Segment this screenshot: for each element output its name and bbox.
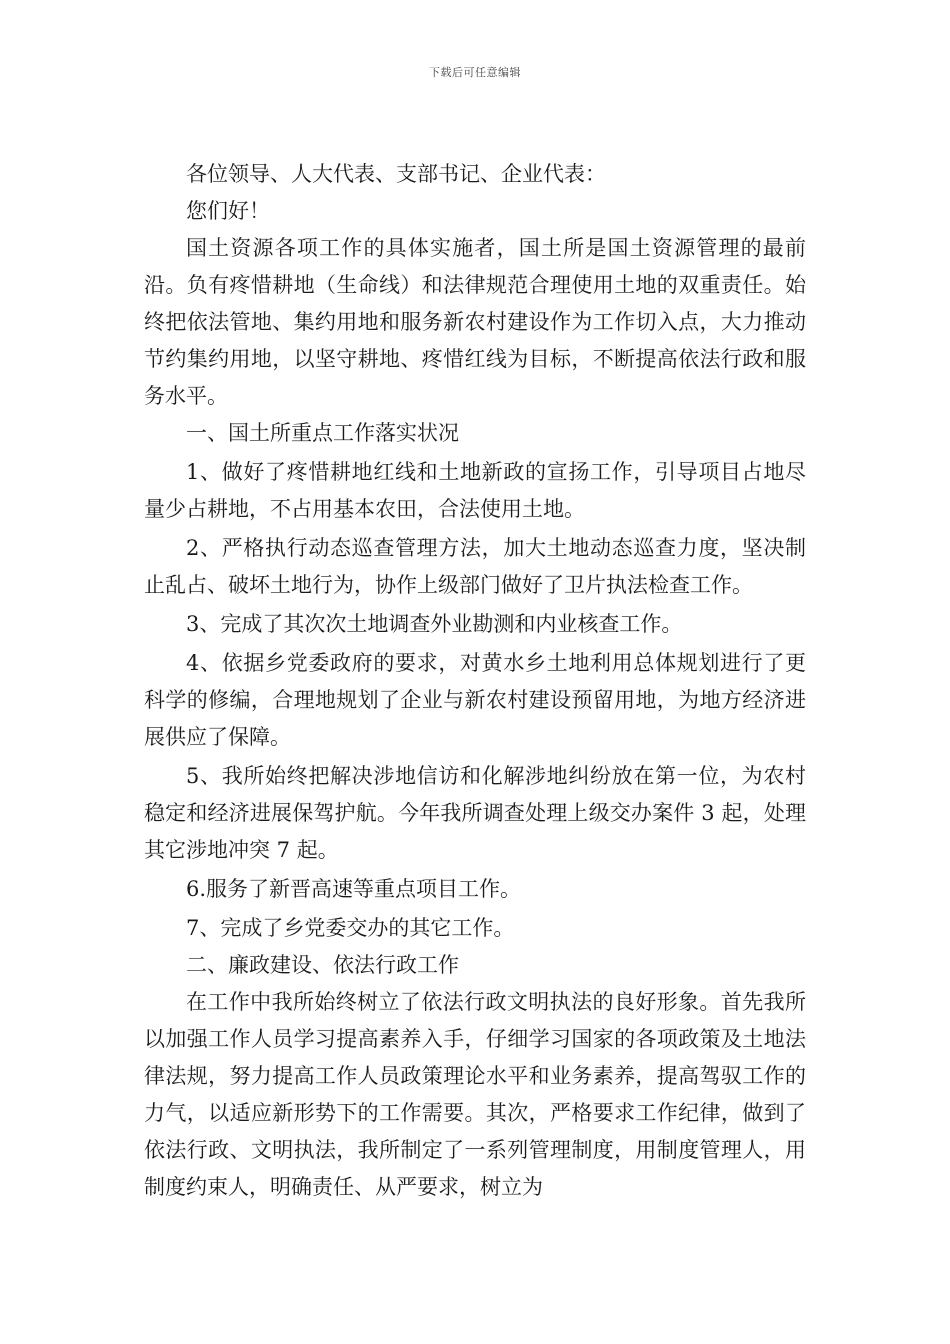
greeting: 您们好！: [186, 199, 270, 223]
list-item: 2、严格执行动态巡查管理方法，加大土地动态巡查力度，坚决制止乱占、破坏土地行为，协作上级部门做好了卫片执法检查工作。: [144, 536, 806, 597]
list-item: 1、做好了疼惜耕地红线和土地新政的宣扬工作，引导项目占地尽量少占耕地，不占用基本农田，合法使用土地。: [144, 460, 806, 521]
section-2-title: 二、廉政建设、依法行政工作: [186, 953, 459, 977]
section-2-body: 在工作中我所始终树立了依法行政文明执法的良好形象。首先我所以加强工作人员学习提高素养入手，仔细学习国家的各项政策及土地法律法规，努力提高工作人员政策理论水平和业务素养，提高驾驭工作的力气，以适应新形势下的工作需要。其次，严格要求工作纪律，做到了依法行政、文明执法，我所制定了一系列管理制度，用制度管理人，用制度约束人，明确责任、从严要求，树立为: [144, 990, 806, 1199]
salutation: 各位领导、人大代表、支部书记、企业代表：: [186, 162, 606, 186]
section-1-title: 一、国土所重点工作落实状况: [186, 421, 459, 445]
intro-paragraph: 国土资源各项工作的具体实施者，国土所是国土资源管理的最前沿。负有疼惜耕地（生命线）和法律规范合理使用土地的双重责任。始终把依法管地、集约用地和服务新农村建设作为工作切入点，大力推动节约集约用地，以坚守耕地、疼惜红线为目标，不断提高依法行政和服务水平。: [144, 236, 806, 408]
list-item: 3、完成了其次次土地调查外业勘测和内业核查工作。: [186, 612, 683, 636]
page-header-note: 下载后可任意编辑: [429, 66, 521, 79]
list-item: 5、我所始终把解决涉地信访和化解涉地纠纷放在第一位，为农村稳定和经济进展保驾护航。今年我所调查处理上级交办案件 3 起，处理其它涉地冲突 7 起。: [144, 764, 806, 862]
list-item: 7、完成了乡党委交办的其它工作。: [186, 916, 515, 940]
list-item: 6.服务了新晋高速等重点项目工作。: [186, 877, 522, 901]
list-item: 4、依据乡党委政府的要求，对黄水乡土地利用总体规划进行了更科学的修编，合理地规划了企业与新农村建设预留用地，为地方经济进展供应了保障。: [144, 651, 806, 749]
document-body: [144, 156, 806, 1206]
